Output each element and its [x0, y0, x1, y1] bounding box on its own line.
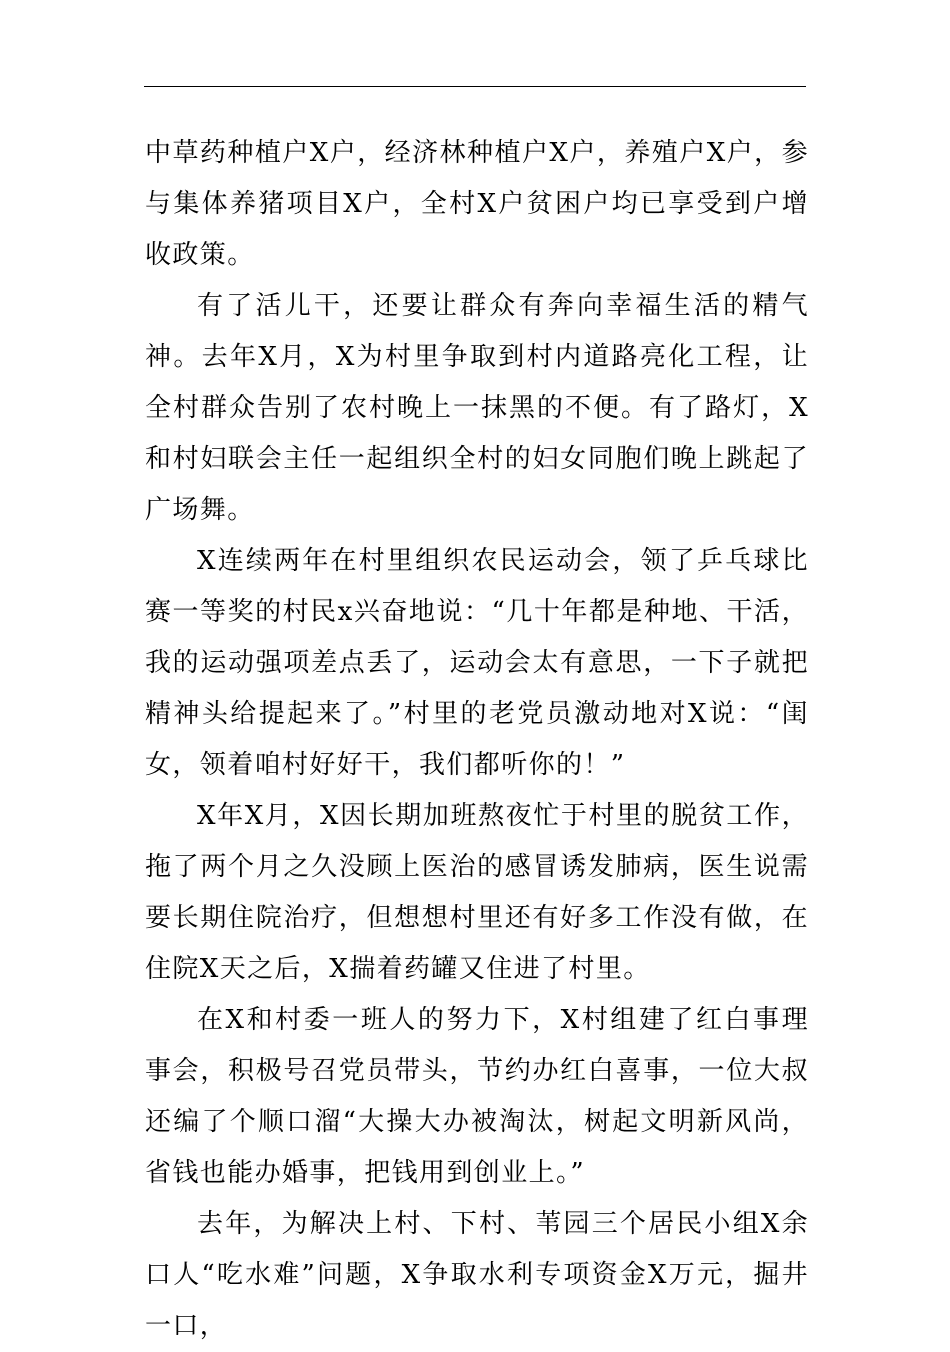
paragraph-3: X连续两年在村里组织农民运动会，领了乒乓球比赛一等奖的村民x兴奋地说：“几十年都是种地、干活，我的运动强项差点丢了，运动会太有意思，一下子就把精神头给提起来了。”村里的老党员激动地对X说：“闺女，领着咱村好好干，我们都听你的！” — [145, 546, 809, 780]
paragraph-1: 中草药种植户X户，经济林种植户X户，养殖户X户，参与集体养猪项目X户，全村X户贫困户均已享受到户增收政策。 — [145, 138, 809, 270]
paragraph-5: 在X和村委一班人的努力下，X村组建了红白事理事会，积极号召党员带头，节约办红白喜事，一位大叔还编了个顺口溜“大操大办被淘汰，树起文明新风尚，省钱也能办婚事，把钱用到创业上。” — [145, 1005, 809, 1188]
paragraph-6: 去年，为解决上村、下村、苇园三个居民小组X余口人“吃水难”问题，X争取水利专项资金X万元，掘井一口， — [145, 1209, 809, 1341]
paragraph-2: 有了活儿干，还要让群众有奔向幸福生活的精气神。去年X月，X为村里争取到村内道路亮化工程，让全村群众告别了农村晚上一抹黑的不便。有了路灯，X和村妇联会主任一起组织全村的妇女同胞们晚上跳起了广场舞。 — [145, 291, 809, 525]
paragraph-4: X年X月，X因长期加班熬夜忙于村里的脱贫工作，拖了两个月之久没顾上医治的感冒诱发肺病，医生说需要长期住院治疗，但想想村里还有好多工作没有做，在住院X天之后，X揣着药罐又住进了村里。 — [145, 801, 809, 984]
body-text — [145, 128, 809, 1352]
header-rule — [144, 86, 806, 87]
